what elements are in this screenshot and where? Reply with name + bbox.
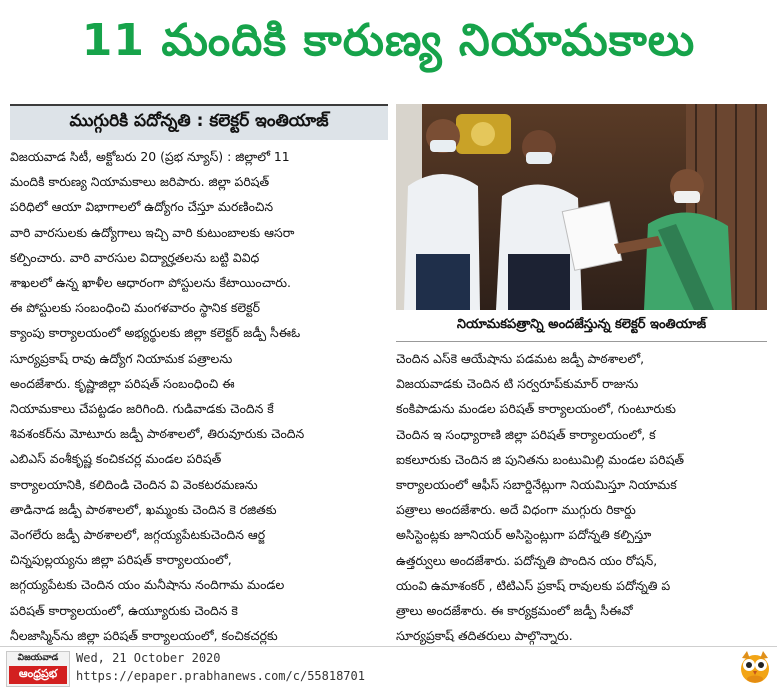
news-photo (396, 104, 767, 310)
edition-name: విజయవాడ (17, 653, 59, 663)
text-line: ఎబిఎస్ వంశీకృష్ణ కంచికచర్ల మండల పరిషత్ (10, 451, 222, 467)
kicker-subheading: ముగ్గురికి పదోన్నతి : కలెక్టర్ ఇంతియాజ్ (10, 104, 388, 140)
text-line: కంకిపాడును మండల పరిషత్ కార్యాలయంలో, గుంటూరుకు (396, 401, 676, 417)
text-line: తాడినాడ జడ్పీ పాఠశాలలో, ఖమ్మంకు చెందిన కె రజితకు (10, 501, 277, 517)
text-line: కార్యాలయానికి, కలిదిండి చెందిన వి వెంకటరమణను (10, 476, 258, 492)
text-line: అసిస్టెంట్లకు జూనియర్ అసిస్టెంట్లుగా పదోన్నతి కల్పిస్తూ (396, 527, 652, 543)
text-line: చిన్నపుల్లయ్యను జిల్లా పరిషత్ కార్యాలయంలో, (10, 552, 232, 568)
photo-caption: నియామకపత్రాన్ని అందజేస్తున్న కలెక్టర్ ఇంతియాజ్ (396, 311, 767, 342)
text-line: చెందిన ఎస్‌కె ఆయేషాను పడమట జడ్పీ పాఠశాలలో, (396, 351, 645, 366)
headline: 11 మందికి కారుణ్య నియామకాలు (81, 15, 696, 66)
text-line: శాఖలలో ఉన్న ఖాళీల ఆధారంగా పోస్టులను కేటాయించారు. (10, 275, 291, 291)
text-line: ఉత్తర్వులు అందజేశారు. పదోన్నతి పొందిన యం రోషన్, (396, 552, 658, 568)
owl-icon[interactable] (738, 648, 772, 684)
text-line: సూర్యప్రకాష్ తదితరులు పాల్గొన్నారు. (396, 628, 573, 644)
text-line: ఐకలూరుకు చెందిన జి పునితను బంటుమిల్లి మండల పరిషత్ (396, 451, 685, 467)
text-line: నియామకాలు చేపట్టడం జరిగింది. గుడివాడకు చెందిన కే (10, 401, 274, 417)
text-line: విజయవాడకు చెందిన టి సర్వరూప్‌కుమార్ రాజును (396, 376, 639, 392)
masthead-name: ఆంధ్రప్రభ (9, 666, 67, 684)
article-column-left (10, 144, 388, 648)
text-line: పరిషత్ కార్యాలయంలో, ఉయ్యూరుకు చెందిన కె (10, 602, 238, 618)
edition-date: Wed, 21 October 2020 (76, 651, 221, 665)
text-line: అందజేశారు. కృష్ణాజిల్లా పరిషత్ సంబంధించి ఈ (10, 375, 235, 391)
text-line: కార్యాలయంలో ఆఫీస్ సబార్డినేట్లుగా నియమిస్తూ నియామక (396, 477, 677, 493)
epaper-footer (0, 646, 777, 689)
text-line: చెందిన ఇ సంధ్యారాణి జిల్లా పరిషత్ కార్యాలయంలో, క (396, 426, 656, 442)
text-line: శివశంకర్‌ను మోటూరు జడ్పీ పాఠశాలలో, తిరువూరుకు చెందిన (10, 426, 305, 442)
text-line: త్రాలు అందజేశారు. ఈ కార్యక్రమంలో జడ్పీ సీఈవో (396, 603, 633, 619)
text-line: కల్పించారు. వారి వారసుల విద్యార్హతలను బట్టి వివిధ (10, 249, 260, 265)
text-line: విజయవాడ సిటీ, అక్టోబరు 20 (ప్రభ న్యూస్) : జిల్లాలో 11 (10, 149, 290, 164)
text-line: జగ్గయ్యపేటకు చెందిన యం మనీషాను నందిగామ మండల (10, 577, 285, 593)
clip-url[interactable]: https://epaper.prabhanews.com/c/55818701 (76, 669, 365, 683)
text-line: నీలజాస్మిన్‌ను జిల్లా పరిషత్ కార్యాలయంలో, కంచికచర్లకు (10, 627, 278, 643)
newspaper-logo[interactable] (6, 651, 70, 687)
text-line: పరిధిలో ఆయా విభాగాలలో ఉద్యోగం చేస్తూ మరణించిన (10, 199, 274, 215)
text-line: వారి వారసులకు ఉద్యోగాలు ఇచ్చి వారి కుటుంబాలకు ఆసరా (10, 224, 295, 240)
text-line: సూర్యప్రకాష్ రావు ఉద్యోగ నియామక పత్రాలను (10, 350, 233, 366)
article-column-right (396, 346, 767, 648)
text-line: క్యాంపు కార్యాలయంలో అభ్యర్థులకు జిల్లా కలెక్టర్ జడ్పీ సీఈఓ (10, 325, 301, 341)
text-line: ఈ పోస్టులకు సంబంధించి మంగళవారం స్థానిక కలెక్టర్ (10, 300, 260, 316)
text-line: పత్రాలు అందజేశారు. అదే విధంగా ముగ్గురు రికార్డు (396, 502, 636, 518)
text-line: వెంగలేరు జడ్పీ పాఠశాలలో, జగ్గయ్యపేటకుచెందిన ఆర్జ (10, 527, 266, 543)
photo-illustration (396, 104, 767, 310)
text-line: యంవి ఉమాశంకర్ , టిటిఎస్ ప్రకాష్ రావులకు పదోన్నతి ప (396, 577, 671, 593)
text-line: మందికి కారుణ్య నియామకాలు జరిపారు. జిల్లా పరిషత్ (10, 174, 270, 190)
